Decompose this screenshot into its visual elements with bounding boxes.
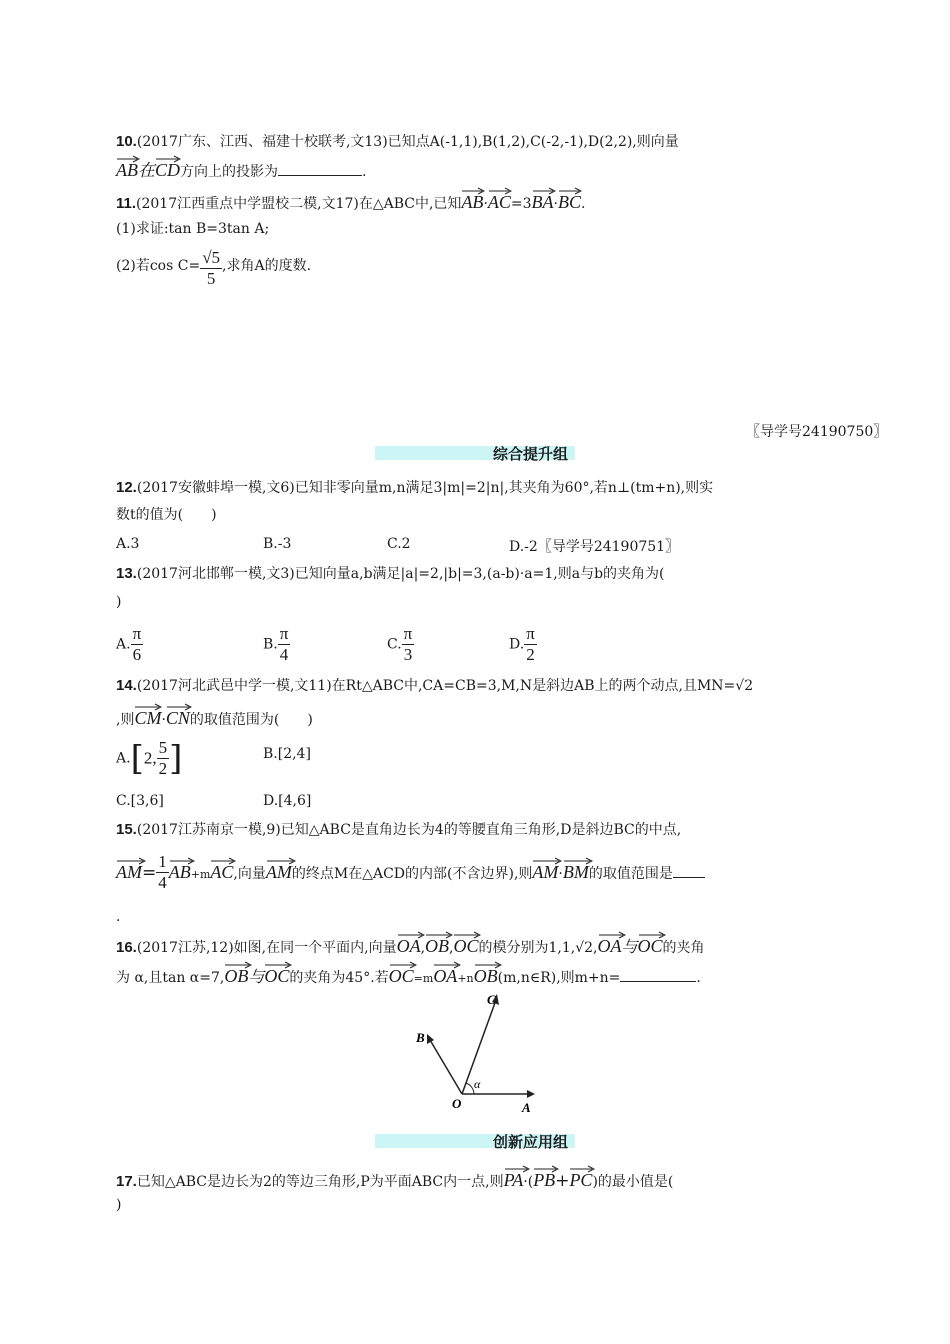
vector-ob: OB xyxy=(224,960,248,984)
ray-ob xyxy=(430,1040,462,1094)
vector-am: AM xyxy=(116,856,142,880)
option-b[interactable]: B. $\frac{\pi}{4}$ xyxy=(263,624,289,664)
vector-oc: OC xyxy=(389,960,414,984)
question-10-line-2 xyxy=(116,154,366,183)
vector-ac: AC xyxy=(488,186,511,210)
question-text: 在 xyxy=(138,161,155,181)
question-text: 的取值范围是 xyxy=(588,866,673,882)
question-12-line-2: 数t的值为( ) xyxy=(116,507,217,523)
answer-blank[interactable] xyxy=(278,161,362,176)
vector-bm: BM xyxy=(563,856,589,880)
question-text: 的夹角为45°.若 xyxy=(289,970,389,986)
question-16-line-1: 16.(2017江苏,12)如图,在同一个平面内,向量 OA, OB, OC的模分别为1,1,√2, OA与 OC的夹角 xyxy=(116,930,705,959)
vector-oc: OC xyxy=(453,930,478,954)
question-text: )的最小值是( xyxy=(592,1174,674,1190)
left-bracket: [ xyxy=(130,738,144,779)
angle-arc xyxy=(466,1083,474,1094)
question-14-line-2 xyxy=(116,702,313,731)
vector-oa: OA xyxy=(433,960,457,984)
vector-ba: BA xyxy=(532,186,554,210)
vector-oa: OA xyxy=(397,930,421,954)
question-text: (2017广东、江西、福建十校联考,文13)已知点A(-1,1),B(1,2),C(-2,-1),D(2,2),则向量 xyxy=(136,134,679,150)
section-header-innovation: 创新应用组 xyxy=(375,1131,575,1151)
vector-cn: CN xyxy=(166,702,190,726)
question-15-end: . xyxy=(116,909,121,925)
question-text: 的模分别为1,1,√2, xyxy=(478,940,598,956)
question-text: +m xyxy=(190,868,211,881)
fraction: $\frac{\pi}{4}$ xyxy=(279,624,289,664)
vector-ab: AB xyxy=(461,186,483,210)
question-number: 11. xyxy=(116,195,137,212)
right-bracket: ] xyxy=(169,738,183,779)
question-text: (2017安徽蚌埠一模,文6)已知非零向量m,n满足3|m|=2|n|,其夹角为60°,若n⊥(tm+n),则实 xyxy=(136,480,714,496)
question-14-line-1 xyxy=(116,675,753,697)
vector-pb: PB xyxy=(533,1164,555,1188)
question-text: (2017河北武邑中学一模,文11)在Rt△ABC中,CA=CB=3,M,N是斜边AB上的两个动点,且MN=√2 xyxy=(136,678,754,694)
question-text: 的终点M在△ACD的内部(不含边界),则 xyxy=(291,866,533,882)
question-text: (2017江苏,12)如图,在同一个平面内,向量 xyxy=(136,940,397,956)
answer-blank[interactable] xyxy=(673,863,705,878)
dot-operator: · xyxy=(553,196,558,212)
arrowhead-b xyxy=(427,1034,434,1044)
label-o: O xyxy=(452,1096,462,1111)
question-text: . xyxy=(362,164,367,180)
reference-number: 〖导学号24190750〗 xyxy=(746,424,888,440)
question-number: 12. xyxy=(116,479,137,496)
question-text: 为 α,且tan α=7, xyxy=(116,970,225,986)
fraction: $\frac{\pi}{2}$ xyxy=(526,624,535,664)
option-d[interactable]: D.-2〖导学号24190751〗 xyxy=(509,539,680,555)
question-text: 的夹角 xyxy=(662,940,705,956)
option-a[interactable]: A.3 xyxy=(116,536,140,552)
equals-sign: = xyxy=(142,863,157,883)
dot-operator: · xyxy=(558,866,563,882)
option-a[interactable]: A. $\frac{\pi}{6}$ xyxy=(116,624,142,664)
question-text: 的取值范围为( ) xyxy=(189,712,313,728)
vector-oc: OC xyxy=(264,960,289,984)
question-text: (2)若cos C= xyxy=(116,258,201,274)
vector-oc: OC xyxy=(638,930,663,954)
question-text: ,求角A的度数. xyxy=(222,258,312,274)
fraction-root5-over-5: $\frac{√5}{5}$ xyxy=(202,248,221,288)
vector-diagram xyxy=(410,982,550,1117)
question-number: 13. xyxy=(116,565,137,582)
fraction-1-over-4: $\frac{1}{4}$ xyxy=(158,852,167,892)
question-text: ,则 xyxy=(116,712,135,728)
question-text: (m,n∈R),则m+n= xyxy=(497,970,621,986)
vector-am: AM xyxy=(532,856,558,880)
option-d[interactable]: D. $\frac{\pi}{2}$ xyxy=(509,624,535,664)
question-number: 17. xyxy=(116,1173,137,1190)
arrowhead-a xyxy=(527,1090,535,1098)
question-13-line-2: ) xyxy=(116,594,122,610)
option-a[interactable]: A.[2, $\frac{5}{2}$ ] xyxy=(116,738,183,779)
vector-cm: CM xyxy=(134,702,161,726)
vector-ob: OB xyxy=(425,930,449,954)
vector-ob: OB xyxy=(474,960,498,984)
dot-operator: · xyxy=(161,712,166,728)
vector-ac: AC xyxy=(210,856,233,880)
question-11-part-1: (1)求证:tan B=3tan A; xyxy=(116,221,270,237)
question-number: 14. xyxy=(116,677,137,694)
vector-pc: PC xyxy=(569,1164,592,1188)
vector-ab: AB xyxy=(169,856,191,880)
question-text: ·( xyxy=(523,1174,534,1190)
question-text: (2017河北邯郸一模,文3)已知向量a,b满足|a|=2,|b|=3,(a-b)·a=1,则a与b的夹角为( xyxy=(136,566,665,582)
question-17-line-2: ) xyxy=(116,1197,122,1213)
vector-pa: PA xyxy=(504,1164,524,1188)
question-11-part-2 xyxy=(116,248,311,289)
question-text: (2017江西重点中学盟校二模,文17)在△ABC中,已知 xyxy=(136,196,462,212)
fraction: $\frac{\pi}{6}$ xyxy=(132,624,142,664)
question-15-line-2 xyxy=(116,852,705,893)
label-alpha: α xyxy=(474,1077,481,1091)
question-text: (2017江苏南京一模,9)已知△ABC是直角边长为4的等腰直角三角形,D是斜边BC的中点, xyxy=(136,822,682,838)
vector-ab: AB xyxy=(116,154,138,178)
question-text: 已知△ABC是边长为2的等边三角形,P为平面ABC内一点,则 xyxy=(136,1174,504,1190)
question-number: 16. xyxy=(116,939,137,956)
option-c[interactable]: C. $\frac{\pi}{3}$ xyxy=(387,624,413,664)
question-text: 方向上的投影为 xyxy=(180,164,279,180)
question-12-line-1 xyxy=(116,477,713,499)
dot-operator: · xyxy=(483,196,488,212)
vector-am: AM xyxy=(266,856,292,880)
question-13-line-1 xyxy=(116,563,665,585)
vector-bc: BC xyxy=(558,186,581,210)
fraction: $\frac{\pi}{3}$ xyxy=(403,624,413,664)
question-16-line-2: 为 α,且tan α=7, OB与 OC的夹角为45°.若 OC=m OA+n OB(m,n∈R),则m+n= . xyxy=(116,960,701,990)
question-17-line-1: 17.已知△ABC是边长为2的等边三角形,P为平面ABC内一点,则 PA·( PB+ PC)的最小值是( xyxy=(116,1164,673,1193)
label-b: B xyxy=(416,1030,425,1045)
question-number: 15. xyxy=(116,821,137,838)
label-a: A xyxy=(522,1100,531,1115)
question-text: . xyxy=(581,196,586,212)
option-b[interactable]: B.[2,4] xyxy=(263,746,311,762)
vector-oa: OA xyxy=(598,930,622,954)
question-15-line-1 xyxy=(116,819,681,841)
question-number: 10. xyxy=(116,133,137,150)
option-c[interactable]: C.2 xyxy=(387,536,411,552)
section-header-comprehensive: 综合提升组 xyxy=(375,443,575,463)
vector-cd: CD xyxy=(155,154,180,178)
equals-sign: =3 xyxy=(510,196,532,212)
question-text: ,向量 xyxy=(233,866,266,882)
answer-blank[interactable] xyxy=(620,967,696,982)
question-11-line-1 xyxy=(116,186,585,215)
fraction-5-over-2: $\frac{5}{2}$ xyxy=(158,738,168,778)
question-10-line-1 xyxy=(116,131,679,153)
label-c: C xyxy=(487,992,496,1007)
option-b[interactable]: B.-3 xyxy=(263,536,292,552)
option-d[interactable]: D.[4,6] xyxy=(263,793,312,809)
option-c[interactable]: C.[3,6] xyxy=(116,793,164,809)
